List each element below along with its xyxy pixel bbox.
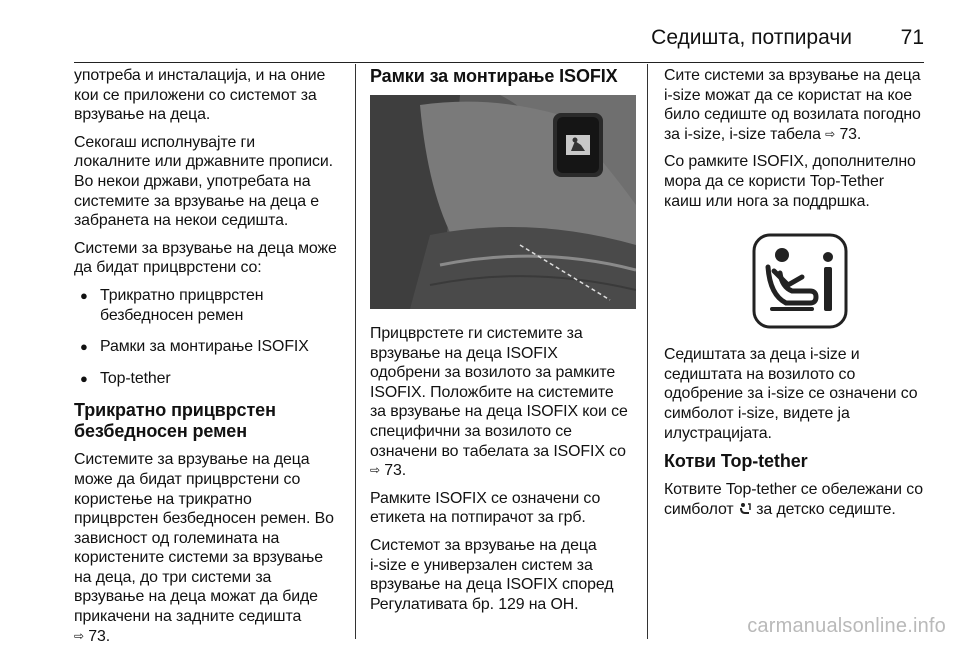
watermark: carmanualsonline.info <box>747 615 946 637</box>
paragraph <box>74 450 350 646</box>
reference-arrow-icon: ⇨ <box>74 628 84 643</box>
paragraph-text: за детско седиште. <box>751 500 896 518</box>
column-divider <box>647 64 648 639</box>
list-item: ● Трикратно прицврстен безбедносен ремен <box>74 286 350 325</box>
column-divider <box>355 64 356 639</box>
paragraph: Секогаш исполнувајте ги локалните или државните прописи. Во некои држави, употребата на системите за врзување на деца е забранета на некои седишта. <box>74 133 333 230</box>
section-heading: Котви Top-tether <box>664 451 808 472</box>
section-heading: Трикратно прицврстен безбедносен ремен <box>74 400 276 442</box>
reference-arrow-icon: ⇨ <box>825 126 836 141</box>
list-item: ● Top-tether <box>74 369 350 389</box>
paragraph: Рамките ISOFIX се означени со етикета на потпирачот за грб. <box>370 489 601 527</box>
paragraph: Седиштата за деца i-size и седиштата на возилото со одобрение за i-size се означени со симболот i-size, видете ја илустрацијата. <box>664 346 918 442</box>
paragraph: Системи за врзување на деца може да бидат прицврстени со: <box>74 239 337 277</box>
paragraph: употреба и инсталација, и на оние кои се приложени со системот за врзување на деца. <box>74 67 326 124</box>
bullet-list <box>74 286 350 388</box>
paragraph <box>664 480 936 519</box>
page-reference[interactable]: 73. <box>88 627 111 645</box>
paragraph <box>370 324 640 481</box>
page-reference[interactable]: 73. <box>839 125 862 143</box>
isofix-seat-photo <box>370 95 636 309</box>
child-seat-i-size-icon <box>752 233 848 329</box>
page-number: 71 <box>900 26 924 49</box>
paragraph-text: Системите за врзување на деца може да бидат прицврстени со користење на трикратно прицврстен безбедносен ремен. Во зависност од големината на користените системи за врзување на деца, до три системи за врзување на деца можат да биде прикачени на задните седишта <box>74 451 334 626</box>
paragraph: Со рамките ISOFIX, дополнително мора да се користи Top-Tether каиш или нога за поддршка. <box>664 153 916 210</box>
reference-arrow-icon: ⇨ <box>370 463 380 478</box>
page-title: Седишта, потпирачи <box>651 26 852 49</box>
page-header <box>74 22 924 63</box>
isize-symbol-figure <box>664 233 936 329</box>
page-reference[interactable]: 73. <box>384 462 407 480</box>
column-middle <box>370 66 640 622</box>
column-left <box>74 66 350 654</box>
column-right <box>664 66 936 527</box>
top-tether-anchor-icon <box>738 502 752 516</box>
paragraph <box>664 66 936 144</box>
paragraph-text: Сите системи за врзување на деца i-size можат да се користат на кое било седиште од возилата погодно за i-size, i-size табела <box>664 67 921 143</box>
isofix-seat-illustration <box>370 95 636 309</box>
section-heading: Рамки за монтирање ISOFIX <box>370 66 618 86</box>
paragraph: Системот за врзување на деца i-size е универзален систем за врзување на деца ISOFIX според Регулативата бр. 129 на ОН. <box>370 536 614 613</box>
paragraph-text: Прицврстете ги системите за врзување на деца ISOFIX одобрени за возилото за рамките ISOFIX. Положбите на системите за врзување на деца ISOFIX кои се специфични за возилото се означени во табелата за ISOFIX со <box>370 325 628 460</box>
list-item: ● Рамки за монтирање ISOFIX <box>74 337 350 357</box>
paragraph-text: Котвите Top-tether се обележани со симболот <box>664 481 923 518</box>
